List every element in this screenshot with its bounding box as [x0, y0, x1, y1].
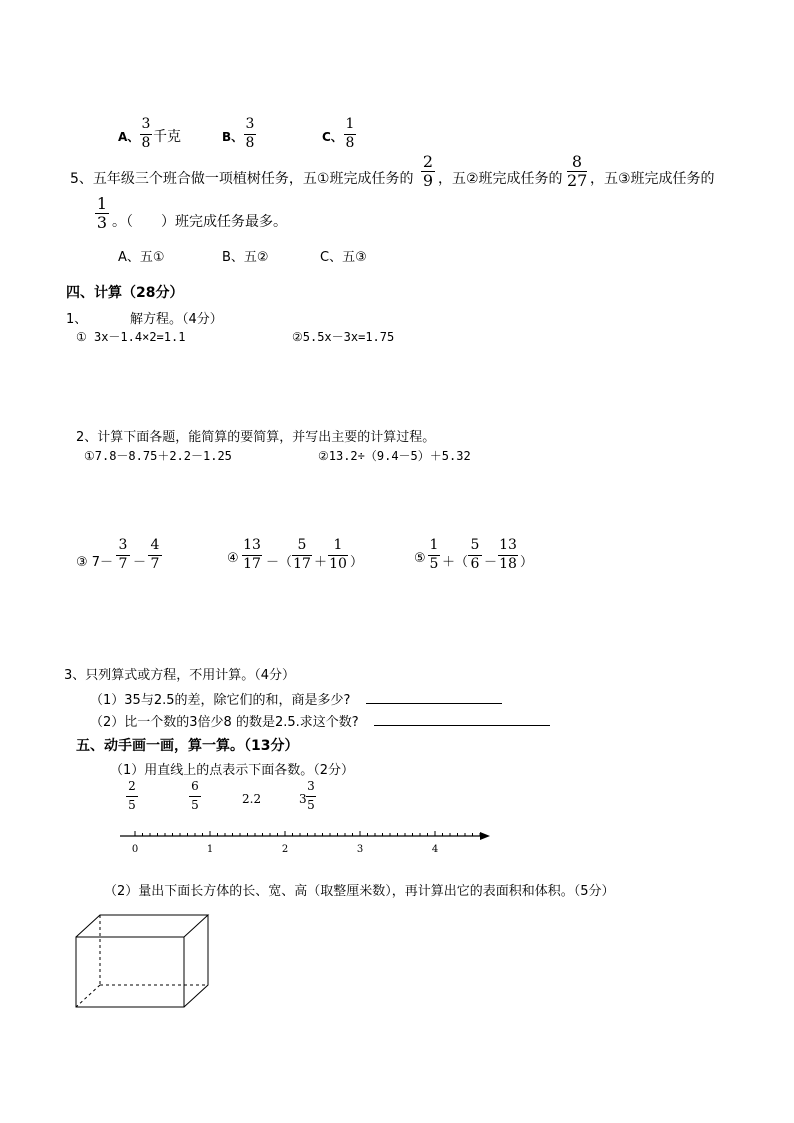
- calc-1: ①7.8－8.75＋2.2－1.25: [84, 449, 232, 463]
- equation-1: ① 3x－1.4×2=1.1: [76, 330, 186, 344]
- number-2-5: 2 5: [126, 779, 138, 813]
- q4-option-c-fraction: 1 8: [345, 116, 355, 151]
- sec4-q2-text: 2、计算下面各题，能简算的要简算，并写出主要的计算过程。: [76, 430, 436, 445]
- tick-label: 3: [356, 844, 364, 855]
- calc-4-label: ④: [227, 551, 239, 566]
- sec4-q1-text: 解方程。（4分）: [130, 312, 223, 327]
- tick-label: 2: [281, 844, 289, 855]
- sec4-q3-text: 3、只列算式或方程，不用计算。（4分）: [64, 668, 296, 683]
- tick-label: 4: [431, 844, 439, 855]
- calc-4-fraction-2: 5 17: [293, 537, 311, 572]
- calc-5-mid: ＋（: [442, 555, 469, 570]
- q4-option-c-letter: C、: [322, 130, 343, 144]
- calc-5-fraction-2: 5 6: [468, 538, 482, 572]
- q4-option-a-letter: A、: [118, 130, 140, 144]
- number-6-5: 6 5: [189, 779, 201, 813]
- q5-option-a: A、五①: [118, 250, 165, 265]
- tick-label: 1: [206, 844, 214, 855]
- sec5-q2-text: （2）量出下面长方体的长、宽、高（取整厘米数），再计算出它的表面积和体积。（5分）: [104, 884, 615, 899]
- calc-3-fraction-2: 4 7: [148, 538, 162, 572]
- calc-5-fraction-1: 1 5: [429, 537, 439, 572]
- number-2-2: 2.2: [242, 792, 262, 806]
- number-line-labels: [132, 844, 438, 855]
- q5-text-3: ，五③班完成任务的: [590, 171, 715, 187]
- number-3-3-5-fraction: 3 5: [307, 779, 315, 812]
- q4-option-a-unit: 千克: [153, 129, 181, 145]
- cuboid-top-face: [76, 915, 208, 937]
- q4-option-b-fraction: 3 8: [245, 116, 255, 151]
- q5-text-1: 5、五年级三个班合做一项植树任务，五①班完成任务的: [70, 171, 414, 187]
- calc-5-label: ⑤: [414, 551, 426, 566]
- q5-option-b: B、五②: [222, 250, 269, 265]
- calc-5-end: ）: [520, 555, 534, 570]
- calc-4-fraction-1: 13 17: [243, 537, 261, 572]
- number-line[interactable]: [110, 824, 500, 858]
- answer-line-2[interactable]: [374, 725, 550, 726]
- q5-text-2: ，五②班完成任务的: [438, 171, 563, 187]
- section-5-title: 五、动手画一画，算一算。（13分）: [76, 738, 299, 754]
- section-4-title: 四、计算（28分）: [66, 285, 184, 301]
- q5-text-4: 。（ ）班完成任务最多。: [112, 214, 287, 230]
- q5-option-c: C、五③: [320, 250, 367, 265]
- calc-5-minus: －: [484, 555, 498, 570]
- calc-4-end: ）: [350, 555, 364, 570]
- sec4-q3-item-1: （1）35与2.5的差，除它们的和，商是多少?: [90, 693, 351, 708]
- number-line-ticks: [135, 831, 480, 836]
- sec4-q3-item-2: （2）比一个数的3倍少8 的数是2.5.求这个数?: [90, 715, 359, 730]
- calc-4-fraction-3: 1 10: [329, 537, 347, 572]
- sec4-q1-number: 1、: [66, 312, 88, 327]
- cuboid-drawing: [70, 905, 220, 1015]
- number-3-3-5-whole: 3: [299, 792, 307, 806]
- sec5-q1-text: （1）用直线上的点表示下面各数。（2分）: [110, 763, 355, 778]
- calc-2: ②13.2÷（9.4－5）＋5.32: [318, 449, 471, 463]
- calc-3-minus: －: [133, 555, 147, 570]
- q5-fraction-3: 1 3: [96, 194, 108, 232]
- answer-line-1[interactable]: [366, 703, 502, 704]
- equation-2: ②5.5x－3x=1.75: [292, 330, 395, 344]
- q4-option-a-fraction: 3 8: [141, 116, 151, 151]
- cuboid-front-face: [76, 937, 184, 1007]
- cuboid-right-face: [184, 915, 208, 1007]
- calc-4-plus: ＋: [314, 555, 328, 570]
- q5-fraction-1: 2 9: [422, 152, 434, 190]
- calc-4-mid: －（: [266, 555, 293, 570]
- q5-fraction-2: 8 27: [567, 152, 588, 190]
- arrow-right-icon: [480, 832, 490, 840]
- calc-5-fraction-3: 13 18: [499, 537, 517, 572]
- q4-option-b-letter: B、: [222, 130, 244, 144]
- calc-3-label: ③ 7－: [76, 555, 114, 570]
- cuboid-hidden-edges: [76, 915, 208, 1007]
- calc-3-fraction-1: 3 7: [116, 538, 130, 572]
- tick-label: 0: [131, 844, 139, 855]
